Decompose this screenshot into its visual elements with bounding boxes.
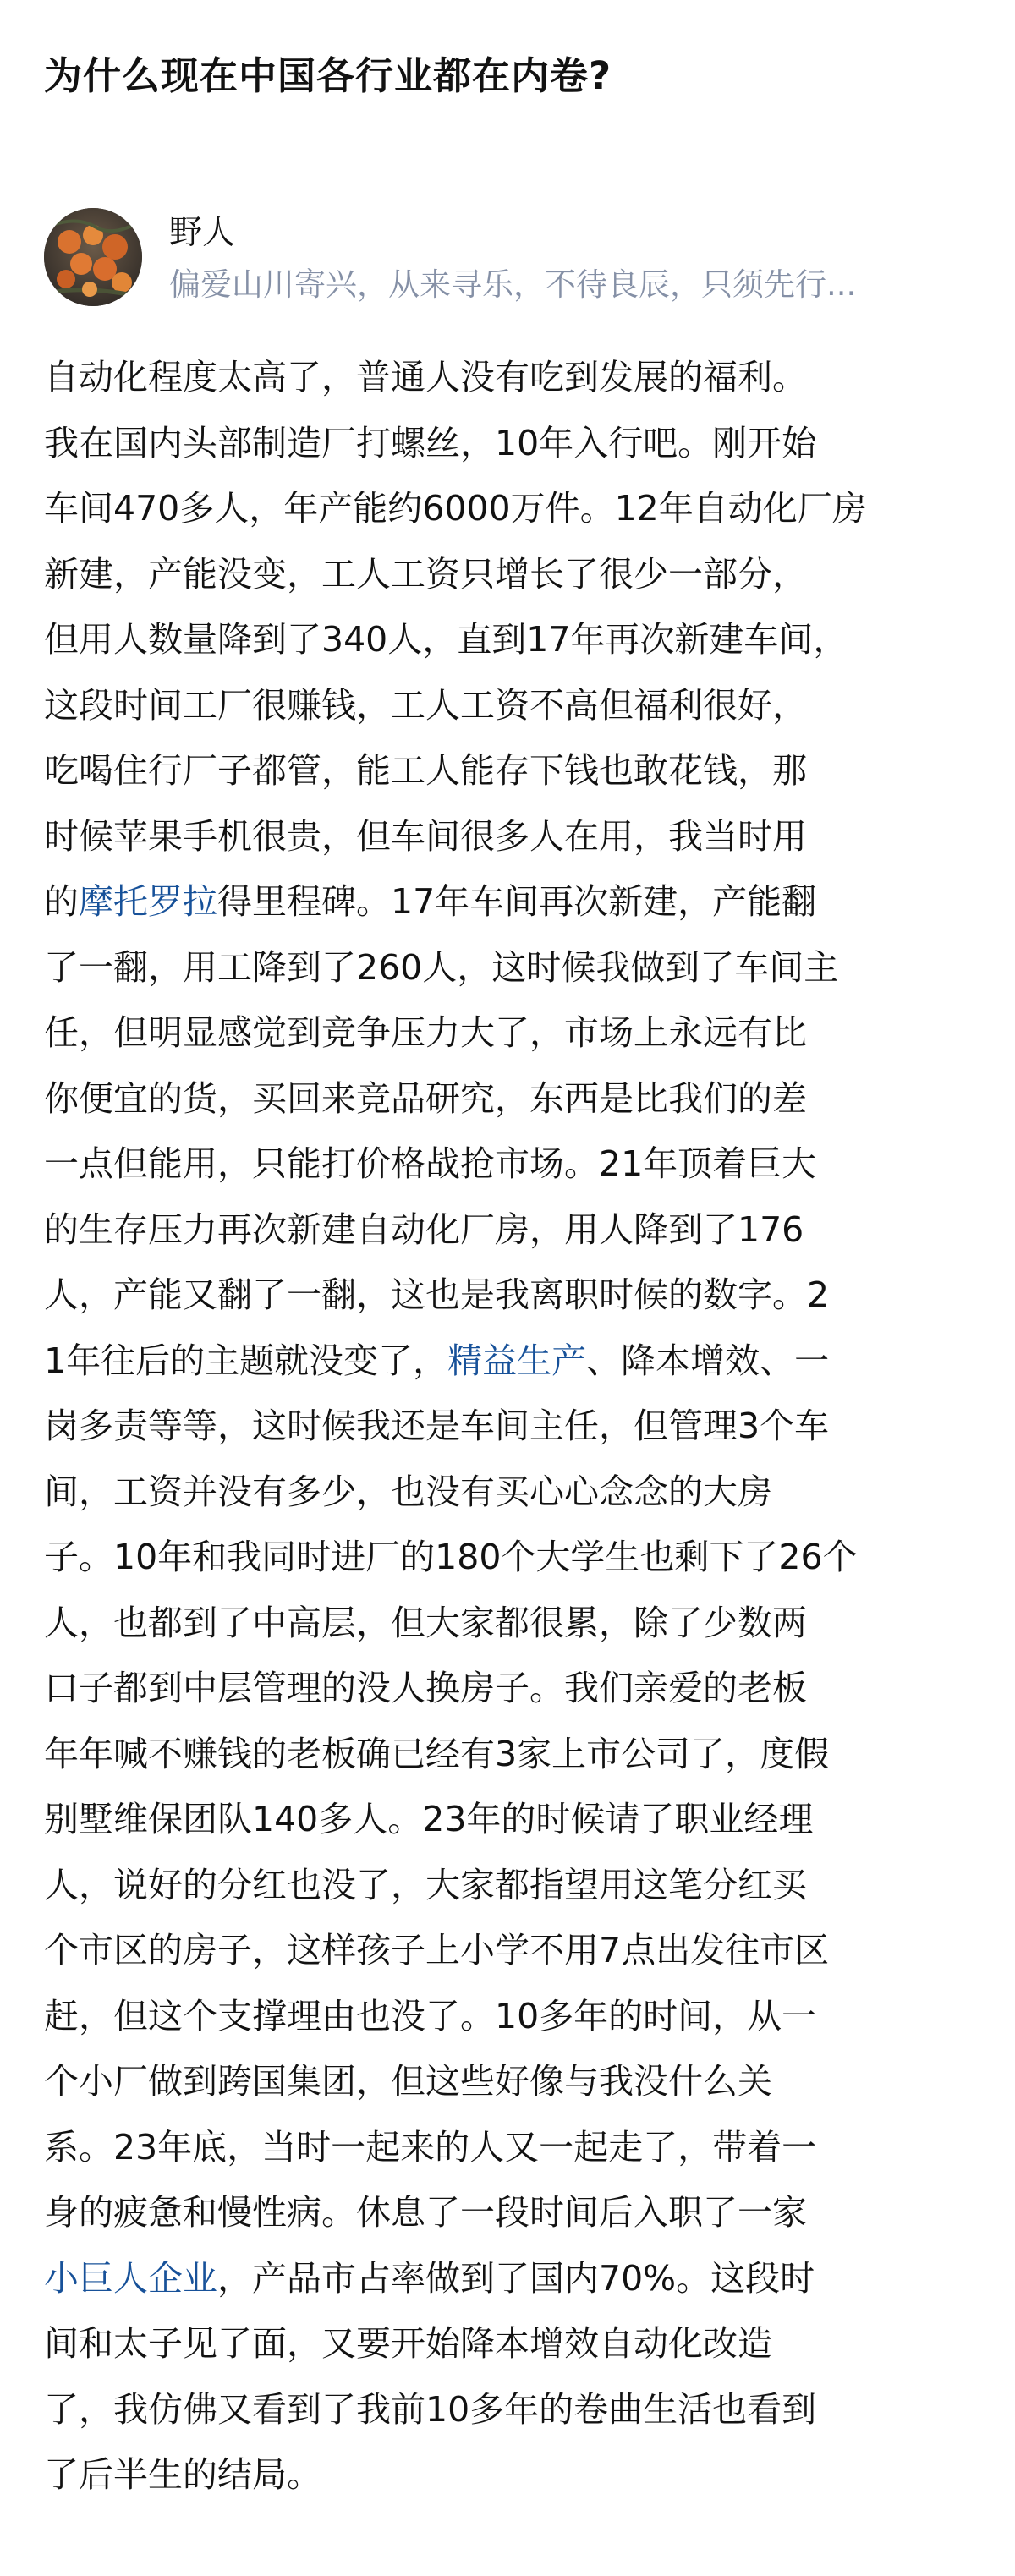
answer-text: 子。10年和我同时进厂的180个大学生也剩下了26个 xyxy=(44,1537,858,1577)
answer-text: 得里程碑。17年车间再次新建，产能翻 xyxy=(217,881,817,922)
answer-line xyxy=(44,1198,974,1263)
answer-line xyxy=(44,1460,974,1526)
answer-line xyxy=(44,476,974,542)
answer-line xyxy=(44,1853,974,1919)
answer-text: 1年往后的主题就没变了， xyxy=(44,1340,448,1381)
answer-content xyxy=(44,345,974,2508)
answer-line xyxy=(44,1984,974,2050)
answer-line xyxy=(44,1787,974,1853)
answer-line xyxy=(44,1394,974,1460)
answer-line xyxy=(44,869,974,935)
answer-text: ，产品市占率做到了国内70%。这段时 xyxy=(217,2257,815,2299)
inline-link[interactable]: 精益生产 xyxy=(447,1340,587,1381)
answer-line xyxy=(44,1263,974,1329)
answer-line xyxy=(44,1000,974,1066)
answer-line xyxy=(44,1329,974,1395)
answer-line xyxy=(44,1525,974,1591)
answer-line xyxy=(44,1656,974,1722)
answer-line xyxy=(44,2115,974,2181)
answer-line xyxy=(44,411,974,477)
author-name[interactable]: 野人 xyxy=(169,214,236,252)
answer-text: 任，但明显感觉到竞争压力大了，市场上永远有比 xyxy=(44,1012,807,1053)
answer-line xyxy=(44,935,974,1001)
answer-line xyxy=(44,1066,974,1132)
answer-text: 年年喊不赚钱的老板确已经有3家上市公司了，度假 xyxy=(44,1733,830,1774)
answer-line xyxy=(44,1132,974,1198)
answer-text: 人，产能又翻了一翻，这也是我离职时候的数字。2 xyxy=(44,1274,830,1315)
answer-text: 新建，产能没变，工人工资只增长了很少一部分， xyxy=(44,553,807,595)
author-bio: 偏爱山川寄兴，从来寻乐，不待良辰，只须先行... xyxy=(169,266,857,303)
inline-link[interactable]: 摩托罗拉 xyxy=(79,881,217,922)
answer-line xyxy=(44,2377,974,2443)
answer-text: 、降本增效、一 xyxy=(586,1340,830,1381)
answer-text: 但用人数量降到了340人，直到17年再次新建车间， xyxy=(44,619,848,660)
answer-text: 这段时间工厂很赚钱，工人工资不高但福利很好， xyxy=(44,684,807,726)
answer-text: 时候苹果手机很贵，但车间很多人在用，我当时用 xyxy=(44,815,807,857)
answer-text: 岗多责等等，这时候我还是车间主任，但管理3个车 xyxy=(44,1406,830,1446)
answer-line xyxy=(44,2246,974,2312)
answer-text: 身的疲惫和慢性病。休息了一段时间后入职了一家 xyxy=(44,2192,807,2233)
answer-text: 你便宜的货，买回来竞品研究，东西是比我们的差 xyxy=(44,1077,807,1119)
answer-line xyxy=(44,804,974,870)
answer-line xyxy=(44,673,974,739)
answer-line xyxy=(44,345,974,411)
answer-text: 人，说好的分红也没了，大家都指望用这笔分红买 xyxy=(44,1864,807,1905)
answer-text: 系。23年底，当时一起来的人又一起走了，带着一 xyxy=(44,2126,817,2168)
answer-line xyxy=(44,2442,974,2508)
answer-line xyxy=(44,607,974,673)
answer-text: 我在国内头部制造厂打螺丝，10年入行吧。刚开始 xyxy=(44,422,817,463)
answer-line xyxy=(44,542,974,608)
answer-line xyxy=(44,1918,974,1984)
answer-line xyxy=(44,2049,974,2115)
answer-text: 了后半生的结局。 xyxy=(44,2454,321,2495)
answer-line xyxy=(44,2180,974,2246)
question-title[interactable]: 为什么现在中国各行业都在内卷? xyxy=(44,53,612,98)
author-avatar-image xyxy=(44,208,142,306)
answer-text: 间和太子见了面，又要开始降本增效自动化改造 xyxy=(44,2323,772,2364)
answer-text: 赶，但这个支撑理由也没了。10多年的时间，从一 xyxy=(44,1995,817,2036)
answer-text: 了，我仿佛又看到了我前10多年的卷曲生活也看到 xyxy=(44,2388,817,2430)
author-info xyxy=(44,203,974,304)
answer-text: 人，也都到了中高层，但大家都很累，除了少数两 xyxy=(44,1602,807,1643)
answer-text: 车间470多人，年产能约6000万件。12年自动化厂房 xyxy=(44,488,867,529)
answer-line xyxy=(44,2311,974,2377)
inline-link[interactable]: 小巨人企业 xyxy=(44,2257,217,2299)
answer-text: 的 xyxy=(44,881,79,922)
answer-line xyxy=(44,738,974,804)
answer-text: 个小厂做到跨国集团，但这些好像与我没什么关 xyxy=(44,2061,772,2102)
answer-text: 个市区的房子，这样孩子上小学不用7点出发往市区 xyxy=(44,1930,830,1970)
author-avatar[interactable] xyxy=(44,208,142,306)
answer-line xyxy=(44,1591,974,1657)
answer-text: 吃喝住行厂子都管，能工人能存下钱也敢花钱，那 xyxy=(44,750,807,791)
answer-text: 的生存压力再次新建自动化厂房，用人降到了176 xyxy=(44,1209,804,1250)
answer-text: 了一翻，用工降到了260人，这时候我做到了车间主 xyxy=(44,946,839,988)
answer-text: 别墅维保团队140多人。23年的时候请了职业经理 xyxy=(44,1799,814,1839)
answer-text: 间，工资并没有多少，也没有买心心念念的大房 xyxy=(44,1471,772,1512)
answer-text: 一点但能用，只能打价格战抢市场。21年顶着巨大 xyxy=(44,1143,817,1184)
answer-text: 口子都到中层管理的没人换房子。我们亲爱的老板 xyxy=(44,1668,807,1708)
answer-line xyxy=(44,1722,974,1788)
answer-text: 自动化程度太高了，普通人没有吃到发展的福利。 xyxy=(44,357,807,397)
